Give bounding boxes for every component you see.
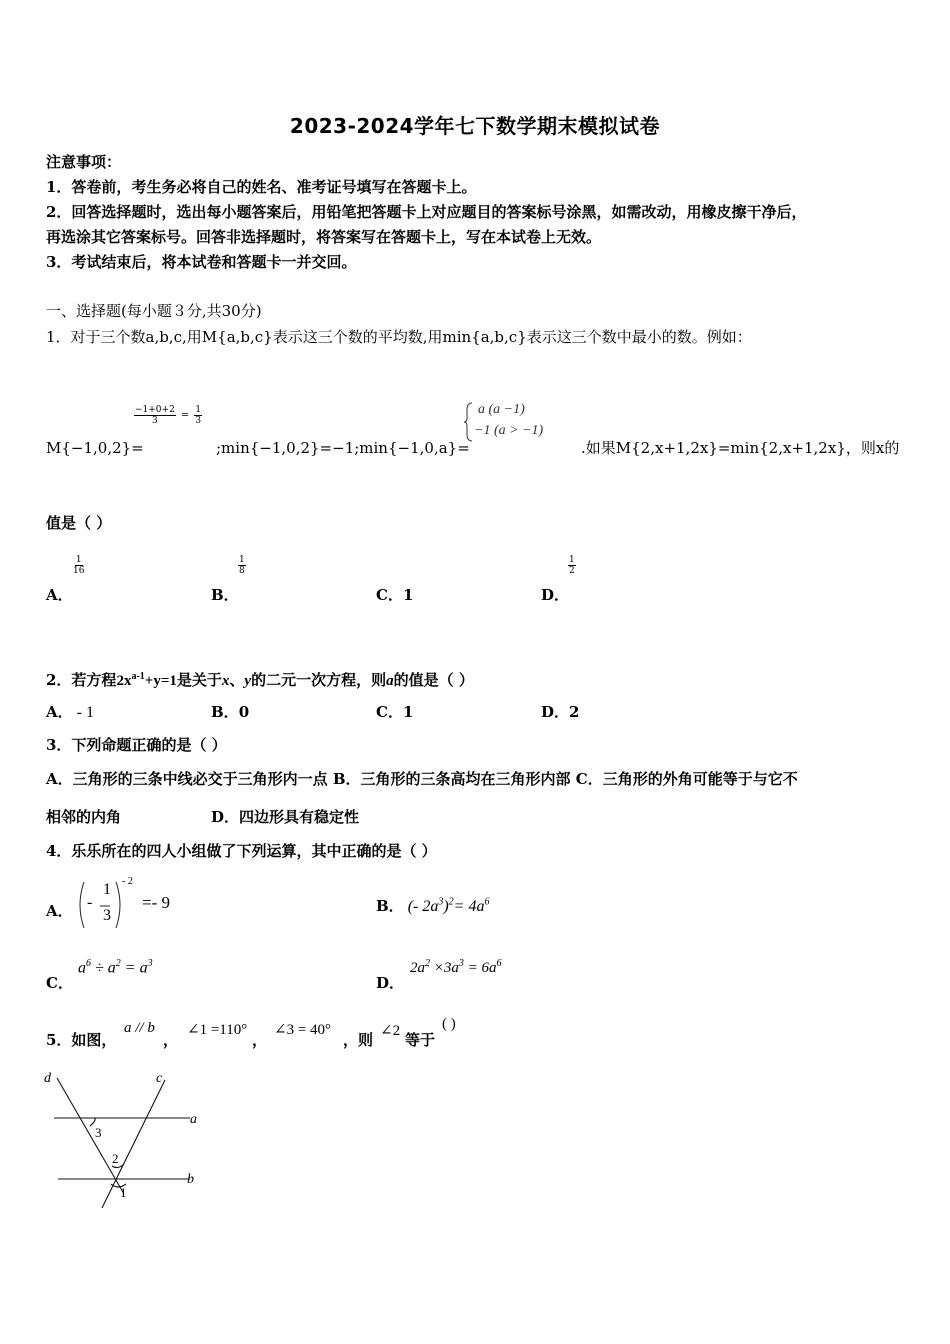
q1-m-example: M{−1,0,2}= bbox=[46, 439, 144, 457]
q3-option-c-cont[interactable]: 相邻的内角 bbox=[46, 808, 122, 826]
q2-option-a[interactable]: A． - 1 bbox=[46, 703, 94, 721]
q4-option-d[interactable]: D． $2a^2 \times 3a^3 = 6a^6$ bbox=[376, 958, 502, 992]
label-1: 1 bbox=[120, 1185, 127, 1200]
notice-item: 3．考试结束后，将本试卷和答题卡一并交回。 bbox=[46, 253, 357, 271]
q5-figure bbox=[40, 1066, 210, 1212]
q3-options-line1[interactable]: A．三角形的三条中线必交于三角形内一点 B．三角形的三条高均在三角形内部 C．三角形的外角可能等于与它不 bbox=[46, 770, 798, 788]
q1-tail2: 值是（ ） bbox=[46, 514, 112, 532]
q1-stem: 1．对于三个数a,b,c,用M{a,b,c}表示这三个数的平均数,用min{a,b,c}表示这三个数中最小的数。例如： bbox=[46, 328, 752, 346]
notice-item: 2．回答选择题时，选出每小题答案后，用铅笔把答题卡上对应题目的答案标号涂黑，如需改动，用橡皮擦干净后， bbox=[46, 203, 807, 221]
q1-tail: .如果M{2,x+1,2x}=min{2,x+1,2x}，则x的 bbox=[581, 439, 900, 457]
notice-item: 1．答卷前，考生务必将自己的姓名、准考证号填写在答题卡上。 bbox=[46, 178, 477, 196]
section-heading: 一、选择题(每小题３分,共30分) bbox=[46, 302, 262, 320]
q4-option-c[interactable]: C． $a^6 \div a^2 = a^3$ bbox=[46, 958, 153, 992]
notice-item: 再选涂其它答案标号。回答非选择题时，将答案写在答题卡上，写在本试卷上无效。 bbox=[46, 228, 602, 246]
label-d: d bbox=[44, 1071, 51, 1086]
line-d bbox=[57, 1078, 124, 1194]
label-b: b bbox=[187, 1172, 194, 1187]
q1-min-example: ;min{−1,0,2}=−1;min{−1,0,a}= bbox=[216, 439, 470, 457]
q3-option-d[interactable]: D．四边形具有稳定性 bbox=[211, 808, 360, 826]
q4-stem: 4．乐乐所在的四人小组做了下列运算，其中正确的是（ ） bbox=[46, 842, 437, 860]
notice-heading: 注意事项： bbox=[46, 153, 122, 171]
q5-cond-angle1: ∠1 =110° bbox=[187, 1022, 248, 1038]
page-title: 2023-2024学年七下数学期末模拟试卷 bbox=[289, 114, 661, 138]
q1-fraction: $\frac{-1+0+2}{3}$ = $\frac{1}{3}$ bbox=[135, 405, 202, 426]
q3-stem: 3．下列命题正确的是（ ） bbox=[46, 736, 227, 754]
q2-stem: 2．若方程$2x^{a-1}+y=1$是关于x、y的二元一次方程，则a的值是（ ） bbox=[46, 671, 474, 689]
q2-option-c[interactable]: C．1 bbox=[376, 703, 414, 721]
label-a: a bbox=[190, 1112, 197, 1127]
q4-option-a[interactable]: A． - 1 3 - 2 =- 9 bbox=[46, 876, 346, 932]
label-2: 2 bbox=[112, 1151, 119, 1166]
q1-piecewise: a (a −1) −1 (a > −1) bbox=[464, 400, 574, 448]
q5-cond-angle3: ∠3 = 40° bbox=[274, 1022, 332, 1038]
q4-option-b[interactable]: B． (- $2a^3)^2= 4a^6$ bbox=[376, 896, 490, 915]
q5-comma: ， bbox=[163, 1031, 179, 1049]
q5-angle2: ∠2 bbox=[380, 1023, 401, 1039]
q2-option-d[interactable]: D．2 bbox=[541, 703, 580, 721]
q1-option-c[interactable]: C．1 bbox=[376, 586, 414, 604]
q5-pre: 5．如图， bbox=[46, 1031, 117, 1049]
label-3: 3 bbox=[95, 1125, 102, 1140]
q5-comma: ， bbox=[252, 1031, 268, 1049]
q5-answer-paren: ( ) bbox=[442, 1016, 456, 1032]
q5-cond-parallel: a // b bbox=[124, 1020, 155, 1036]
q2-option-b[interactable]: B．0 bbox=[211, 703, 250, 721]
q5-post: 等于 bbox=[405, 1031, 436, 1049]
label-c: c bbox=[156, 1071, 163, 1086]
q5-mid: ，则 bbox=[343, 1031, 374, 1049]
line-c bbox=[102, 1080, 165, 1208]
